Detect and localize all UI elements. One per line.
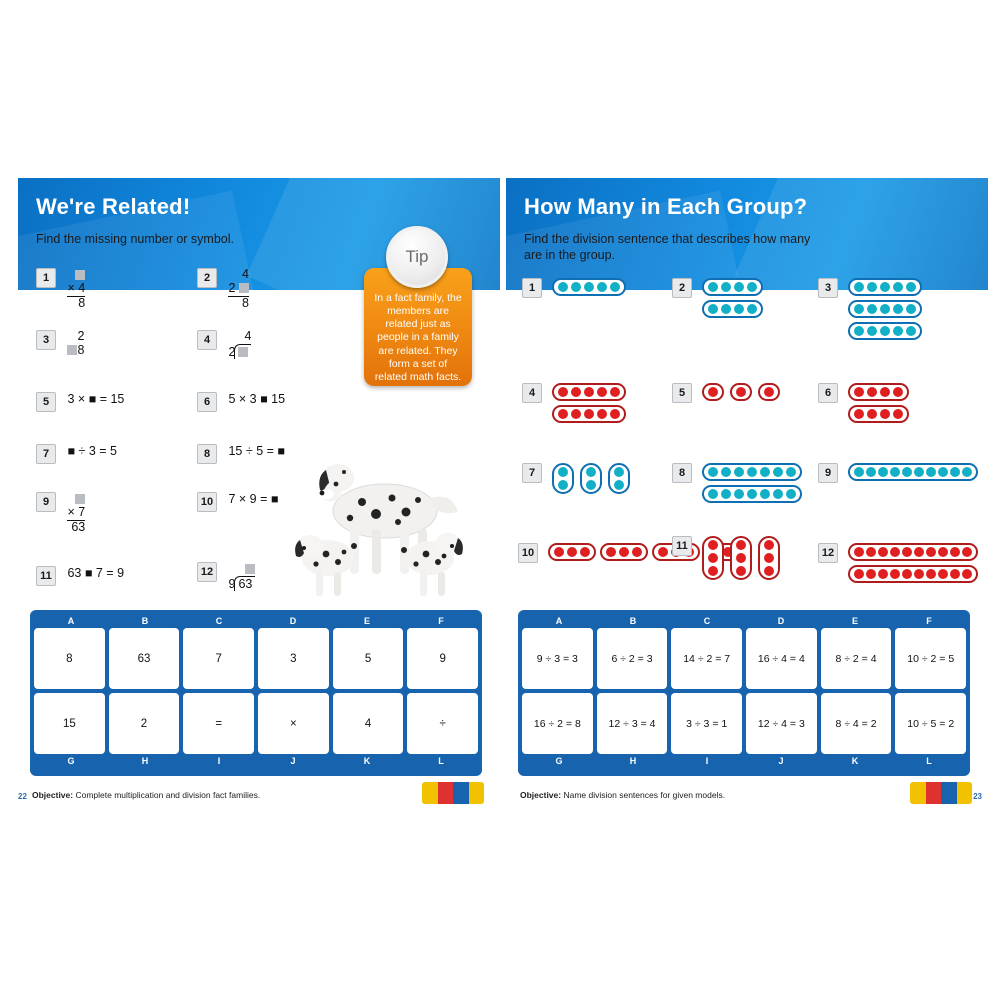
blank-square bbox=[75, 494, 85, 504]
bank-header-g: G bbox=[67, 756, 75, 766]
divisor-row: 8 bbox=[67, 344, 84, 358]
logo-stripe-red bbox=[926, 782, 942, 804]
problem-11[interactable] bbox=[36, 566, 124, 586]
counter-group bbox=[608, 463, 630, 494]
model-5[interactable] bbox=[672, 383, 780, 405]
bank-header-i: I bbox=[705, 756, 709, 766]
bank-cell-l[interactable]: ÷ bbox=[407, 693, 478, 754]
left-page bbox=[12, 178, 500, 812]
bank-header-f: F bbox=[926, 616, 932, 626]
result: 8 bbox=[241, 296, 249, 310]
counter-group bbox=[758, 536, 780, 580]
blank-square bbox=[239, 283, 249, 293]
counters bbox=[552, 278, 626, 300]
problem-5[interactable] bbox=[36, 392, 124, 412]
bank-header-j: J bbox=[778, 756, 784, 766]
bank-cell-c[interactable]: 14 ÷ 2 = 7 bbox=[671, 628, 742, 689]
bank-header-j: J bbox=[290, 756, 296, 766]
folio-right: 23 bbox=[973, 792, 982, 801]
divisor-dividend: 2 bbox=[228, 344, 251, 360]
bank-header-d: D bbox=[777, 616, 785, 626]
dalmatian-illustration bbox=[280, 426, 486, 618]
counters bbox=[848, 543, 978, 587]
bank-header-row-top bbox=[34, 614, 478, 628]
bank-header-a: A bbox=[67, 616, 75, 626]
bank-cell-e[interactable]: 5 bbox=[333, 628, 404, 689]
objective-right bbox=[520, 790, 725, 800]
model-number: 10 bbox=[518, 543, 538, 563]
model-number: 12 bbox=[818, 543, 838, 563]
problem-7[interactable] bbox=[36, 444, 117, 464]
bank-header-b: B bbox=[141, 616, 149, 626]
result: 63 bbox=[71, 520, 86, 534]
bank-row-1 bbox=[34, 628, 478, 689]
bank-header-c: C bbox=[703, 616, 711, 626]
model-number: 9 bbox=[818, 463, 838, 483]
problem-12[interactable] bbox=[197, 562, 255, 591]
problem-number: 5 bbox=[36, 392, 56, 412]
bank-cell-g[interactable]: 16 ÷ 2 = 8 bbox=[522, 693, 593, 754]
counter-group bbox=[552, 463, 574, 494]
problem-body bbox=[228, 562, 255, 591]
long-division bbox=[228, 330, 251, 359]
problem-expression: 7 × 9 = ■ bbox=[228, 492, 279, 506]
quotient: 4 bbox=[244, 329, 252, 343]
counter-group bbox=[702, 485, 802, 503]
model-3[interactable] bbox=[818, 278, 922, 344]
bank-cell-l[interactable]: 10 ÷ 5 = 2 bbox=[895, 693, 966, 754]
counter-group bbox=[702, 536, 724, 580]
bank-header-f: F bbox=[438, 616, 444, 626]
counters bbox=[848, 278, 922, 344]
counter-group bbox=[730, 536, 752, 580]
model-number: 8 bbox=[672, 463, 692, 483]
vertical-expression bbox=[67, 268, 85, 311]
objective-text: Name division sentences for given models. bbox=[563, 790, 726, 800]
problem-1[interactable] bbox=[36, 268, 85, 311]
bank-cell-d[interactable]: 3 bbox=[258, 628, 329, 689]
logo-stripe-red bbox=[438, 782, 454, 804]
objective-text: Complete multiplication and division fact families. bbox=[75, 790, 261, 800]
problem-number: 6 bbox=[197, 392, 217, 412]
vertical-expression bbox=[228, 268, 248, 311]
problem-6[interactable] bbox=[197, 392, 285, 412]
problem-9[interactable] bbox=[36, 492, 85, 535]
divisor-dividend: 9 63 bbox=[228, 576, 255, 592]
counter-group bbox=[848, 405, 909, 423]
model-1[interactable] bbox=[522, 278, 626, 300]
bank-header-row-top bbox=[522, 614, 966, 628]
counter-group bbox=[580, 463, 602, 494]
operand-top: 4 bbox=[241, 267, 249, 281]
vertical-expression bbox=[67, 492, 85, 535]
problem-body bbox=[67, 268, 85, 311]
problem-number: 2 bbox=[197, 268, 217, 288]
counter-group bbox=[848, 278, 922, 296]
counter-group bbox=[758, 383, 780, 401]
problem-8[interactable] bbox=[197, 444, 285, 464]
bank-cell-i[interactable]: = bbox=[183, 693, 254, 754]
operand-top: 2 bbox=[77, 329, 85, 343]
problem-body bbox=[228, 268, 248, 311]
model-7[interactable] bbox=[522, 463, 630, 498]
counter-group bbox=[600, 543, 648, 561]
problem-2[interactable] bbox=[197, 268, 249, 311]
model-2[interactable] bbox=[672, 278, 763, 322]
problem-number: 3 bbox=[36, 330, 56, 350]
bank-cell-h[interactable]: 2 bbox=[109, 693, 180, 754]
counter-group bbox=[848, 463, 978, 481]
bank-cell-f[interactable]: 10 ÷ 2 = 5 bbox=[895, 628, 966, 689]
bank-header-k: K bbox=[851, 756, 859, 766]
bank-cell-h[interactable]: 12 ÷ 3 = 4 bbox=[597, 693, 668, 754]
objective-label: Objective: bbox=[520, 790, 562, 800]
bank-header-l: L bbox=[926, 756, 932, 766]
model-11[interactable] bbox=[672, 536, 780, 584]
bank-cell-f[interactable]: 9 bbox=[407, 628, 478, 689]
vertical-expression bbox=[67, 330, 84, 357]
bank-row-2 bbox=[522, 693, 966, 754]
bank-header-l: L bbox=[438, 756, 444, 766]
counters bbox=[552, 383, 626, 427]
counters bbox=[848, 383, 909, 427]
bank-header-b: B bbox=[629, 616, 637, 626]
operand-top bbox=[67, 492, 85, 506]
instructions-right: Find the division sentence that describes how many are in the group. bbox=[524, 232, 811, 262]
bank-rows bbox=[34, 628, 478, 754]
problem-number: 8 bbox=[197, 444, 217, 464]
logo-stripe-yellow bbox=[422, 782, 438, 804]
blank-square bbox=[238, 347, 248, 357]
answer-bank-left bbox=[30, 610, 482, 776]
logo-stripe-blue bbox=[453, 782, 469, 804]
problem-10[interactable] bbox=[197, 492, 278, 512]
problem-body bbox=[67, 330, 84, 357]
folio-left: 22 bbox=[18, 792, 27, 801]
model-number: 2 bbox=[672, 278, 692, 298]
counter-group bbox=[552, 405, 626, 423]
counter-group bbox=[548, 543, 596, 561]
bank-header-c: C bbox=[215, 616, 223, 626]
model-number: 5 bbox=[672, 383, 692, 403]
model-number: 3 bbox=[818, 278, 838, 298]
counter-group bbox=[702, 383, 724, 401]
page-gutter-right bbox=[500, 178, 506, 812]
problem-expression: 63 ■ 7 = 9 bbox=[67, 566, 125, 580]
counter-group bbox=[702, 463, 802, 481]
operator-line: × 4 bbox=[67, 282, 85, 298]
dalmatian-family-photo bbox=[280, 426, 486, 618]
counter-group bbox=[730, 383, 752, 401]
bank-cell-d[interactable]: 16 ÷ 4 = 4 bbox=[746, 628, 817, 689]
long-division bbox=[228, 562, 255, 591]
bank-header-g: G bbox=[555, 756, 563, 766]
counters bbox=[702, 463, 802, 507]
right-page bbox=[500, 178, 988, 812]
publisher-logo-right bbox=[910, 782, 972, 804]
model-8[interactable] bbox=[672, 463, 802, 507]
problem-expression: 3 × ■ = 15 bbox=[67, 392, 125, 406]
instructions-left: Find the missing number or symbol. bbox=[36, 232, 234, 246]
bank-cell-b[interactable]: 6 ÷ 2 = 3 bbox=[597, 628, 668, 689]
bank-cell-c[interactable]: 7 bbox=[183, 628, 254, 689]
problem-number: 7 bbox=[36, 444, 56, 464]
model-number: 4 bbox=[522, 383, 542, 403]
blank-square bbox=[75, 270, 85, 280]
bank-header-a: A bbox=[555, 616, 563, 626]
counter-group bbox=[848, 565, 978, 583]
problem-number: 11 bbox=[36, 566, 56, 586]
problem-3[interactable] bbox=[36, 330, 84, 357]
counters bbox=[848, 463, 978, 485]
counter-group bbox=[848, 322, 922, 340]
counters bbox=[552, 463, 630, 498]
bank-cell-k[interactable]: 4 bbox=[333, 693, 404, 754]
problem-body bbox=[228, 330, 251, 359]
counter-group bbox=[848, 383, 909, 401]
model-4[interactable] bbox=[522, 383, 626, 427]
logo-stripe-blue bbox=[941, 782, 957, 804]
counter-group bbox=[848, 543, 978, 561]
bank-cell-b[interactable]: 63 bbox=[109, 628, 180, 689]
problem-number: 9 bbox=[36, 492, 56, 512]
bank-header-d: D bbox=[289, 616, 297, 626]
problem-number: 10 bbox=[197, 492, 217, 512]
blank-square bbox=[67, 345, 77, 355]
logo-stripe-yellow bbox=[910, 782, 926, 804]
page-title-right: How Many in Each Group? bbox=[524, 194, 808, 219]
bank-header-row-bottom bbox=[522, 754, 966, 768]
counters bbox=[702, 278, 763, 322]
model-number: 6 bbox=[818, 383, 838, 403]
quotient bbox=[228, 562, 255, 576]
bank-cell-i[interactable]: 3 ÷ 3 = 1 bbox=[671, 693, 742, 754]
counter-group bbox=[848, 300, 922, 318]
operand-top bbox=[67, 268, 85, 282]
answer-bank-right bbox=[518, 610, 970, 776]
bank-cell-j[interactable]: × bbox=[258, 693, 329, 754]
bank-cell-g[interactable]: 15 bbox=[34, 693, 105, 754]
model-12[interactable] bbox=[818, 543, 978, 587]
counters bbox=[702, 536, 780, 584]
bank-cell-j[interactable]: 12 ÷ 4 = 3 bbox=[746, 693, 817, 754]
model-9[interactable] bbox=[818, 463, 978, 485]
problem-body bbox=[67, 492, 85, 535]
book-spread bbox=[12, 178, 988, 812]
counter-group bbox=[702, 278, 763, 296]
model-number: 1 bbox=[522, 278, 542, 298]
problem-expression: 15 ÷ 5 = ■ bbox=[228, 444, 285, 458]
problem-number: 1 bbox=[36, 268, 56, 288]
bank-row-1 bbox=[522, 628, 966, 689]
bank-cell-k[interactable]: 8 ÷ 4 = 2 bbox=[821, 693, 892, 754]
model-6[interactable] bbox=[818, 383, 909, 427]
bank-header-k: K bbox=[363, 756, 371, 766]
blank-square bbox=[245, 564, 255, 574]
tip-label: Tip bbox=[386, 226, 448, 288]
objective-left bbox=[32, 790, 260, 800]
bank-header-i: I bbox=[217, 756, 221, 766]
publisher-logo-left bbox=[422, 782, 484, 804]
operator-line: × 7 bbox=[67, 506, 85, 522]
bank-header-row-bottom bbox=[34, 754, 478, 768]
problem-expression: ■ ÷ 3 = 5 bbox=[67, 444, 117, 458]
objective-label: Objective: bbox=[32, 790, 74, 800]
problem-expression: 5 × 3 ■ 15 bbox=[228, 392, 286, 406]
bank-header-e: E bbox=[363, 616, 370, 626]
counter-group bbox=[552, 278, 626, 296]
tip-body: In a fact family, the members are related just as people in a family are related. They form a set of related math facts. bbox=[364, 268, 472, 386]
bank-rows bbox=[522, 628, 966, 754]
bank-row-2 bbox=[34, 693, 478, 754]
page-gutter bbox=[12, 178, 18, 812]
bank-cell-e[interactable]: 8 ÷ 2 = 4 bbox=[821, 628, 892, 689]
model-number: 7 bbox=[522, 463, 542, 483]
logo-stripe-yellow-2 bbox=[957, 782, 973, 804]
bank-header-h: H bbox=[141, 756, 149, 766]
problem-number: 12 bbox=[197, 562, 217, 582]
bank-header-e: E bbox=[851, 616, 858, 626]
counter-group bbox=[702, 300, 763, 318]
result: 8 bbox=[78, 296, 86, 310]
logo-stripe-yellow-2 bbox=[469, 782, 485, 804]
counter-group bbox=[552, 383, 626, 401]
bank-cell-a[interactable]: 8 bbox=[34, 628, 105, 689]
model-number: 11 bbox=[672, 536, 692, 556]
problem-number: 4 bbox=[197, 330, 217, 350]
page-title-left: We're Related! bbox=[36, 194, 191, 219]
operator-line: 2 bbox=[228, 282, 248, 298]
counters bbox=[702, 383, 780, 405]
problem-4[interactable] bbox=[197, 330, 251, 359]
bank-header-h: H bbox=[629, 756, 637, 766]
bank-cell-a[interactable]: 9 ÷ 3 = 3 bbox=[522, 628, 593, 689]
